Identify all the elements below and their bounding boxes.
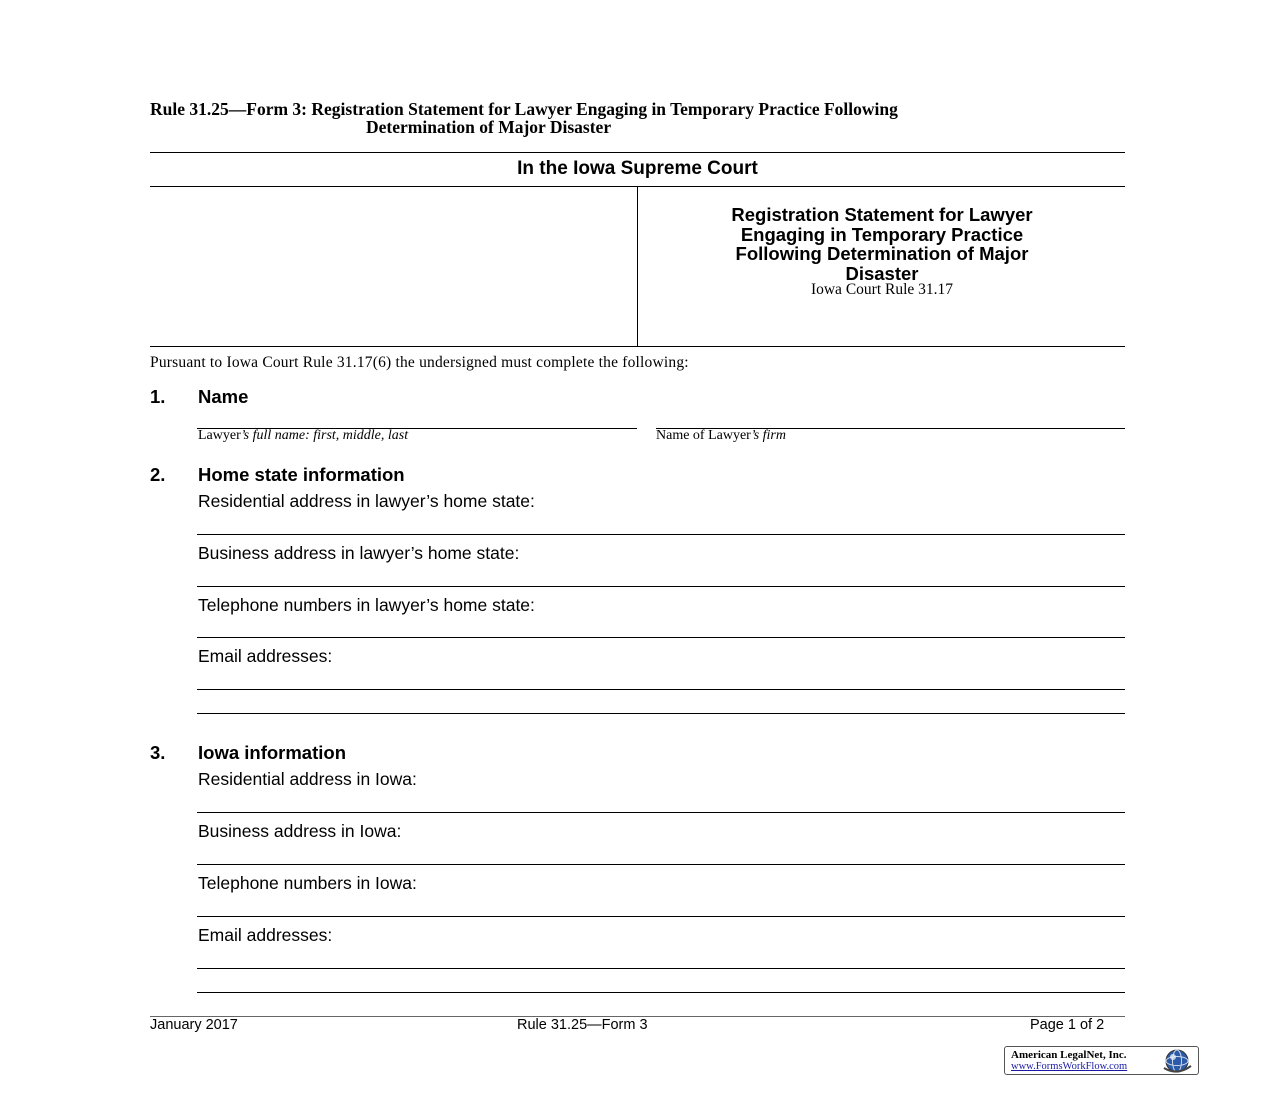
- section-title: Iowa information: [198, 742, 346, 763]
- logo-url-link[interactable]: www.FormsWorkFlow.com: [1011, 1061, 1128, 1072]
- home-residential-address-label: Residential address in lawyer’s home state:: [198, 491, 535, 511]
- iowa-email-input-2[interactable]: [197, 992, 1125, 993]
- divider: [150, 346, 1125, 347]
- label-prefix: Name of Lawyer: [656, 428, 751, 443]
- iowa-residential-address-label: Residential address in Iowa:: [198, 769, 417, 789]
- court-name: In the Iowa Supreme Court: [517, 158, 758, 179]
- iowa-email-label: Email addresses:: [198, 925, 333, 945]
- home-telephone-label: Telephone numbers in lawyer’s home state:: [198, 595, 535, 615]
- caption-title: [648, 205, 1116, 283]
- form-heading-line-1: Rule 31.25—Form 3: Registration Statement for Lawyer Engaging in Temporary Practice Following: [150, 99, 898, 119]
- caption-title-line: Registration Statement for Lawyer: [731, 204, 1033, 225]
- home-telephone-input[interactable]: [197, 637, 1125, 638]
- form-heading-line-2: Determination of Major Disaster: [366, 117, 612, 137]
- publisher-logo[interactable]: [1004, 1046, 1199, 1075]
- home-business-address-label: Business address in lawyer’s home state:: [198, 543, 520, 563]
- footer-date: January 2017: [150, 1017, 238, 1033]
- iowa-email-input[interactable]: [197, 968, 1125, 969]
- label-suffix: ’s full name: first, middle, last: [240, 428, 409, 443]
- iowa-business-address-label: Business address in Iowa:: [198, 821, 402, 841]
- home-email-label: Email addresses:: [198, 646, 333, 666]
- iowa-residential-address-input[interactable]: [197, 812, 1125, 813]
- footer-page: Page 1 of 2: [1030, 1017, 1105, 1033]
- firm-name-label: [656, 428, 786, 444]
- iowa-telephone-label: Telephone numbers in Iowa:: [198, 873, 417, 893]
- iowa-business-address-input[interactable]: [197, 864, 1125, 865]
- lawyer-name-label: [198, 428, 408, 444]
- label-prefix: Lawyer: [198, 428, 241, 443]
- divider: [150, 152, 1125, 153]
- globe-icon: [1160, 1048, 1194, 1074]
- footer-form: Rule 31.25—Form 3: [517, 1017, 648, 1033]
- label-suffix: ’s firm: [750, 428, 786, 443]
- home-business-address-input[interactable]: [197, 586, 1125, 587]
- caption-rule: Iowa Court Rule 31.17: [810, 281, 954, 298]
- section-number: 2.: [150, 464, 166, 485]
- home-email-input[interactable]: [197, 689, 1125, 690]
- section-number: 1.: [150, 386, 166, 407]
- caption-title-line: Following Determination of Major: [735, 243, 1029, 264]
- section-number: 3.: [150, 742, 166, 763]
- caption-divider: [637, 186, 638, 346]
- caption-title-line: Disaster: [845, 262, 919, 284]
- home-residential-address-input[interactable]: [197, 534, 1125, 535]
- section-title: Name: [198, 386, 249, 407]
- iowa-telephone-input[interactable]: [197, 916, 1125, 917]
- section-title: Home state information: [198, 464, 405, 485]
- intro-text: Pursuant to Iowa Court Rule 31.17(6) the undersigned must complete the following:: [150, 354, 689, 371]
- caption-title-line: Engaging in Temporary Practice: [740, 223, 1024, 245]
- home-email-input-2[interactable]: [197, 713, 1125, 714]
- logo-company-name: American LegalNet, Inc.: [1011, 1049, 1127, 1061]
